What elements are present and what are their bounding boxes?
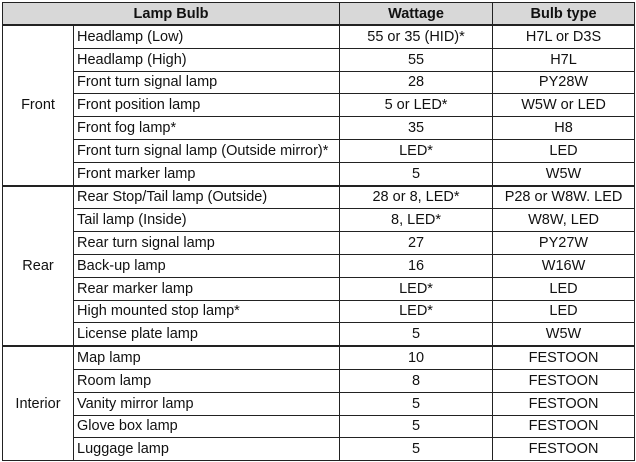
lamp-name-cell: Front position lamp <box>74 94 340 117</box>
bulb-type-cell: H8 <box>493 117 635 140</box>
section-front <box>3 25 635 186</box>
wattage-cell: 8 <box>340 369 493 392</box>
lamp-name-cell: Back-up lamp <box>74 254 340 277</box>
group-label: Front <box>3 25 74 186</box>
wattage-cell: 55 <box>340 48 493 71</box>
lamp-name-cell: Rear marker lamp <box>74 277 340 300</box>
table-row <box>3 48 635 71</box>
table-row <box>3 392 635 415</box>
bulb-type-cell: W5W <box>493 162 635 185</box>
wattage-cell: LED* <box>340 139 493 162</box>
table-row <box>3 415 635 438</box>
wattage-cell: 5 <box>340 323 493 346</box>
table-row <box>3 71 635 94</box>
wattage-cell: 5 <box>340 415 493 438</box>
table-row <box>3 300 635 323</box>
table-row <box>3 186 635 209</box>
bulb-type-cell: LED <box>493 139 635 162</box>
bulb-type-cell: W8W, LED <box>493 209 635 232</box>
table-row <box>3 369 635 392</box>
wattage-cell: 28 <box>340 71 493 94</box>
lamp-name-cell: Tail lamp (Inside) <box>74 209 340 232</box>
bulb-type-cell: H7L <box>493 48 635 71</box>
lamp-name-cell: Headlamp (Low) <box>74 25 340 48</box>
table-row <box>3 346 635 369</box>
bulb-type-cell: LED <box>493 300 635 323</box>
bulb-type-cell: FESTOON <box>493 346 635 369</box>
wattage-cell: 55 or 35 (HID)* <box>340 25 493 48</box>
lamp-name-cell: Front marker lamp <box>74 162 340 185</box>
header-row <box>3 3 635 26</box>
lamp-name-cell: Rear Stop/Tail lamp (Outside) <box>74 186 340 209</box>
bulb-type-cell: W16W <box>493 254 635 277</box>
wattage-cell: LED* <box>340 277 493 300</box>
lamp-name-cell: Rear turn signal lamp <box>74 232 340 255</box>
lamp-name-cell: Luggage lamp <box>74 438 340 461</box>
table-row <box>3 117 635 140</box>
lamp-name-cell: Front turn signal lamp (Outside mirror)* <box>74 139 340 162</box>
bulb-type-cell: LED <box>493 277 635 300</box>
table-row <box>3 277 635 300</box>
lamp-name-cell: Vanity mirror lamp <box>74 392 340 415</box>
group-label: Interior <box>3 346 74 460</box>
wattage-cell: 5 <box>340 162 493 185</box>
section-interior <box>3 346 635 460</box>
bulb-type-cell: W5W <box>493 323 635 346</box>
lamp-name-cell: Room lamp <box>74 369 340 392</box>
bulb-type-cell: FESTOON <box>493 415 635 438</box>
lamp-name-cell: Map lamp <box>74 346 340 369</box>
table-row <box>3 438 635 461</box>
bulb-type-cell: PY27W <box>493 232 635 255</box>
table-row <box>3 323 635 346</box>
table-row <box>3 94 635 117</box>
table-row <box>3 209 635 232</box>
lamp-name-cell: Front turn signal lamp <box>74 71 340 94</box>
wattage-cell: 35 <box>340 117 493 140</box>
bulb-type-cell: H7L or D3S <box>493 25 635 48</box>
bulb-type-cell: W5W or LED <box>493 94 635 117</box>
header-lamp-bulb: Lamp Bulb <box>3 3 340 26</box>
bulb-type-cell: FESTOON <box>493 392 635 415</box>
wattage-cell: 16 <box>340 254 493 277</box>
lamp-bulb-table <box>2 2 635 461</box>
table-row <box>3 232 635 255</box>
table-row <box>3 25 635 48</box>
lamp-name-cell: Glove box lamp <box>74 415 340 438</box>
section-rear <box>3 186 635 347</box>
lamp-name-cell: Headlamp (High) <box>74 48 340 71</box>
wattage-cell: 8, LED* <box>340 209 493 232</box>
wattage-cell: 28 or 8, LED* <box>340 186 493 209</box>
wattage-cell: 5 <box>340 438 493 461</box>
lamp-name-cell: Front fog lamp* <box>74 117 340 140</box>
header-wattage: Wattage <box>340 3 493 26</box>
table-row <box>3 254 635 277</box>
table-row <box>3 162 635 185</box>
table-header <box>3 3 635 26</box>
wattage-cell: LED* <box>340 300 493 323</box>
bulb-type-cell: FESTOON <box>493 438 635 461</box>
lamp-name-cell: High mounted stop lamp* <box>74 300 340 323</box>
wattage-cell: 5 or LED* <box>340 94 493 117</box>
lamp-name-cell: License plate lamp <box>74 323 340 346</box>
group-label: Rear <box>3 186 74 347</box>
header-bulb-type: Bulb type <box>493 3 635 26</box>
wattage-cell: 10 <box>340 346 493 369</box>
table-row <box>3 139 635 162</box>
bulb-type-cell: FESTOON <box>493 369 635 392</box>
wattage-cell: 27 <box>340 232 493 255</box>
wattage-cell: 5 <box>340 392 493 415</box>
bulb-type-cell: PY28W <box>493 71 635 94</box>
bulb-type-cell: P28 or W8W. LED <box>493 186 635 209</box>
